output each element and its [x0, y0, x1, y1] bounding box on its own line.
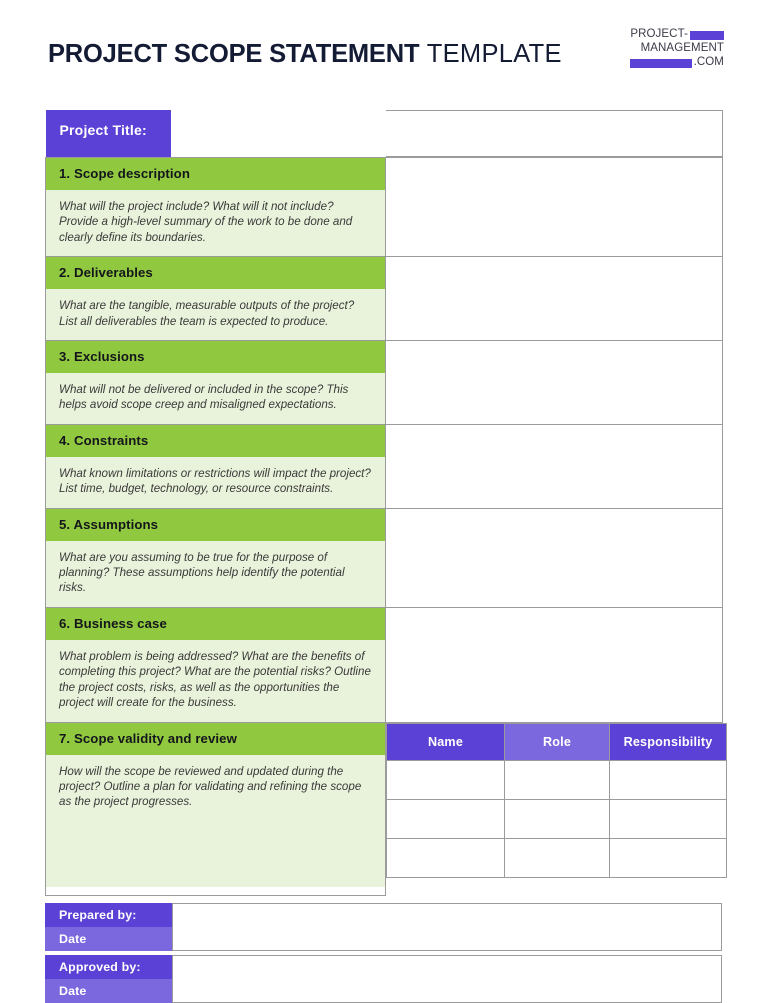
section-answer-6[interactable] [386, 607, 723, 722]
review-cell-role-2[interactable] [505, 799, 610, 838]
signoff-labels-approved [45, 955, 172, 1003]
signoff-value-approved-cell[interactable] [172, 955, 722, 1003]
review-cell-name-3[interactable] [387, 838, 505, 877]
section-heading-1: 1. Scope description [46, 158, 385, 190]
signoff-labels-prepared [45, 903, 172, 951]
section-answer-5[interactable] [386, 508, 723, 607]
section-description-text-5: What are you assuming to be true for the purpose of planning? These assumptions help identify the potential risks. [59, 550, 345, 595]
section-description-text-6: What problem is being addressed? What are the benefits of completing this project? What are the potential risks? Outline the project costs, risks, as well as the opportunities the project will create for the business. [59, 649, 371, 710]
section-description-text-3: What will not be delivered or included in the scope? This helps avoid scope creep and misaligned expectations. [59, 383, 349, 412]
section-description-text-4: What known limitations or restrictions will impact the project? List time, budget, technology, or resource constraints. [59, 466, 371, 496]
logo-line-2 [618, 42, 724, 56]
review-table [386, 723, 727, 896]
logo-line-3 [618, 56, 724, 70]
review-cell-responsibility-3[interactable] [610, 838, 727, 877]
page-title-bold: PROJECT SCOPE STATEMENT [48, 40, 420, 68]
review-col-responsibility: Responsibility [610, 723, 727, 760]
section-heading-2: 2. Deliverables [46, 257, 385, 289]
review-table-header-row [387, 723, 727, 760]
section-left-4 [46, 424, 386, 508]
table-row [387, 760, 727, 799]
section-row-4 [46, 424, 723, 508]
logo-line-1 [618, 28, 724, 42]
section-heading-5: 5. Assumptions [46, 509, 385, 541]
signoff-row-prepared [45, 903, 722, 951]
section-answer-4[interactable] [386, 424, 723, 508]
section-description-6 [46, 640, 385, 722]
review-table-filler-row [387, 877, 727, 896]
section-heading-7: 7. Scope validity and review [46, 723, 385, 755]
scope-grid [45, 110, 723, 896]
section-left-1 [46, 158, 386, 257]
section-description-2 [46, 289, 385, 340]
table-row [387, 838, 727, 877]
scope-statement-sheet [45, 110, 722, 1003]
logo-bar-icon [690, 31, 724, 40]
section-description-7 [46, 755, 385, 887]
signoff-value-prepared[interactable] [172, 903, 722, 951]
page-title-light-word: TEMPLATE [426, 40, 562, 68]
section-row-6 [46, 607, 723, 722]
signoff-label-approved-by: Approved by: [45, 955, 172, 979]
section-row-7 [46, 722, 723, 896]
review-col-role: Role [505, 723, 610, 760]
section-heading-6: 6. Business case [46, 608, 385, 640]
review-cell-name-2[interactable] [387, 799, 505, 838]
section-answer-1[interactable] [386, 158, 723, 257]
signoff-row-approved [45, 955, 722, 1003]
section-description-text-1: What will the project include? What will it not include? Provide a high-level summary of the work to be done and clearly define its boundaries. [59, 200, 353, 244]
review-cell-responsibility-1[interactable] [610, 760, 727, 799]
page-title [48, 40, 562, 69]
review-cell-name-1[interactable] [387, 760, 505, 799]
section-left-2 [46, 257, 386, 341]
section-description-1 [46, 190, 385, 256]
project-title-label: Project Title: [46, 110, 171, 157]
section-row-2 [46, 257, 723, 341]
review-cell-role-1[interactable] [505, 760, 610, 799]
signoff-label-prepared-date: Date [45, 927, 172, 951]
review-table-filler [387, 877, 727, 896]
signoff-label-prepared-by: Prepared by: [45, 903, 172, 927]
logo-text-management: MANAGEMENT [640, 42, 724, 55]
project-title-label-cell [46, 110, 386, 158]
review-col-name: Name [387, 723, 505, 760]
section-description-text-7: How will the scope be reviewed and updated during the project? Outline a plan for validating and refining the scope as the project progresses. [59, 764, 362, 809]
section-left-3 [46, 341, 386, 425]
section-left-6 [46, 607, 386, 722]
section-description-3 [46, 373, 385, 424]
section-answer-2[interactable] [386, 257, 723, 341]
logo-text-com: .COM [693, 56, 724, 69]
review-cell-responsibility-2[interactable] [610, 799, 727, 838]
section-description-4 [46, 457, 385, 508]
project-title-input-cell[interactable] [386, 110, 723, 158]
signoff-value-prepared-cell[interactable] [172, 903, 722, 951]
page-header [0, 0, 768, 100]
project-title-row [46, 110, 723, 158]
section-answer-3[interactable] [386, 341, 723, 425]
table-row [387, 799, 727, 838]
section-left-5 [46, 508, 386, 607]
signoff-label-approved-date: Date [45, 979, 172, 1003]
section-heading-4: 4. Constraints [46, 425, 385, 457]
page-title-light [419, 40, 426, 68]
section-row-1 [46, 158, 723, 257]
section-description-5 [46, 541, 385, 607]
project-title-input[interactable] [386, 110, 723, 157]
review-table-cell [386, 722, 723, 896]
section-description-text-2: What are the tangible, measurable outputs of the project? List all deliverables the team is expected to produce. [59, 299, 355, 328]
section-heading-3: 3. Exclusions [46, 341, 385, 373]
brand-logo [618, 28, 724, 70]
section-row-5 [46, 508, 723, 607]
logo-text-project: PROJECT- [630, 28, 688, 41]
signoff-value-approved[interactable] [172, 955, 722, 1003]
section-row-3 [46, 341, 723, 425]
logo-bar-icon-2 [630, 59, 692, 68]
signoff-table [45, 903, 722, 1003]
review-cell-role-3[interactable] [505, 838, 610, 877]
section-left-7 [46, 722, 386, 896]
